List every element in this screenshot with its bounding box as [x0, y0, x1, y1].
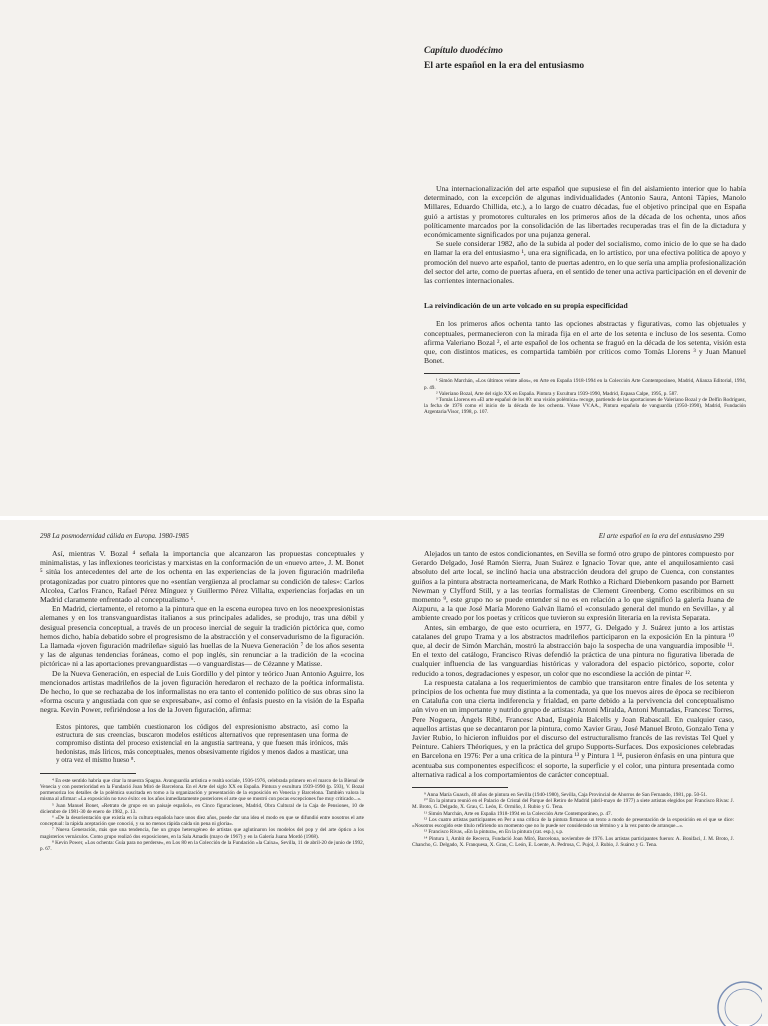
- left-page-body: [40, 549, 364, 852]
- body-paragraph: De la Nueva Generación, en especial de Luis Gordillo y del pintor y teórico Juan Antonio Aguirre, los mencionados artistas madrileños de la joven figuración heredaron el rechazo de la poética informalista. De hecho, lo que se rechazaba de los informalistas no era tanto el contenido político de sus obras sino la «forma oscura y angustiada con que se expresaban», así como el énfasis puesto en la visión de la España negra. Kevin Power, refiriéndose a los de la Joven figuración, afirma:: [40, 668, 364, 715]
- footnote: ⁵ Juan Manuel Bonet, «Retrato de grupo en un paisaje español», en Cinco figuraciones, Madrid, Obra Cultural de la Caja de Pensiones, 10 de diciembre de 1981-30 de enero de 1982, p. 13.: [40, 802, 364, 815]
- section-title: La reivindicación de un arte volcado en su propia especificidad: [424, 301, 628, 311]
- body-paragraph: Antes, sin embargo, de que esto ocurriera, en 1977, G. Delgado y J. Suárez junto a los artistas catalanes del grupo Trama y a los abstractos madrileños participaron en la exposición En la pintura ¹⁰ que, al decir de Simón Marchán, mostró la abstracción bajo la sospecha de una vanguardia imposible ¹¹. En el texto del catálogo, Francisco Rivas defendió la práctica de una pintura no figurativa liberada de cualquier influencia de las vanguardias históricas y valoradora del espacio pictórico, soporte, color reducido a tonos, degradaciones y espesor, un color que no escondiese la acción de pintar ¹².: [412, 622, 734, 678]
- footnote-rule: [40, 773, 136, 774]
- body-paragraph: En Madrid, ciertamente, el retorno a la pintura que en la escena europea tuvo en los neoexpresionistas alemanes y en los transvanguardistas italianos a sus principales adalides, se produjo, tras una débil y desigual presencia conceptual, a través de un proceso inercial de seguir la tradición pictórica que, como hemos dicho, había debatido sobre el progresismo de la abstracción y el conservadurismo de la figuración. La llamada «joven figuración madrileña» siguió las huellas de la Nueva Generación ⁷ de los años sesenta y las de algunas tendencias foráneas, como el pop inglés, sin renunciar a la tradición de la «cocina pictórica» ni a las aportaciones prevanguardistas —o vanguardistas— de Cézanne y Matisse.: [40, 604, 364, 669]
- footnote: ⁷ Nueva Generación, más que una tendencia, fue un grupo heterogéneo de artistas que aglutinaron los modelos del pop y del arte óptico a los magisterios vernáculos. Como grupo realizó dos exposiciones, en la Sala Amadís (mayo de 1967) y en la Galería Juana Mordó (1968).: [40, 827, 364, 840]
- footnote: ⁴ En este sentido habría que citar la muestra Spagna. Avanguardia artistica e realtà sociale, 1936-1976, celebrada primero en el marco de la Bienal de Venecia y con posterioridad en la Fundació Joan Miró de Barcelona. En el Arte del siglo XX en España. Pintura y escultura 1939-1990 (p. 593), V. Bozal pormenoriza los detalles de la polémica suscitada en torno a la organización y presentación de la exposición en Venecia y Barcelona. También valora la misma al afirmar: «La exposición no tuvo éxito: en los años inmediatamente posteriores el arte que se mostró con pocas excepciones fue muy criticado...».: [40, 777, 364, 803]
- footnote: ¹¹ Simón Marchán, Arte en España 1918-1994 en la Colección Arte Contemporáneo, p. 47.: [424, 810, 612, 817]
- footnote: ⁹ Anna María Guasch, 40 años de pintura en Sevilla (1940-1980), Sevilla, Caja Provincial de Ahorros de San Fernando, 1981, pp. 50-51.: [424, 792, 708, 799]
- footnote: ² Valeriano Bozal, Arte del siglo XX en España. Pintura y Escultura 1939-1990, Madrid, Espasa Calpe, 1995, p. 587.: [436, 390, 679, 397]
- footnote-rule: [424, 373, 520, 374]
- intro-paragraph: Una internacionalización del arte español que supusiese el fin del aislamiento interior que lo había determinado, con la excepción de algunas individualidades (Antonio Saura, Antoni Tàpies, Manolo Millares, Eduardo Chillida, etc.), a lo largo de cuatro décadas, fue el objetivo principal que en España guió a artistas y promotores culturales en los primeros años de la década de los ochenta, unos años políticamente marcados por la consolidación de las libertades recuperadas tras el fin de la dictadura y económicamente significados por una pujanza general.: [424, 184, 746, 240]
- right-page-body: [412, 549, 734, 848]
- footnote: ¹ Simón Marchán, «Los últimos veinte años», en Arte en España 1918-1994 en la Colección Arte Contemporáneo, Madrid, Alianza Editorial, 1994, p. 49.: [424, 378, 746, 391]
- chapter-number: Capítulo duodécimo: [424, 46, 503, 56]
- intro-paragraph: Se suele considerar 1982, año de la subida al poder del socialismo, como inicio de lo que se ha dado en llamar la era del entusiasmo ¹, una era significada, en lo artístico, por una efectiva política de apoyo y promoción del nuevo arte español, tanto de puertas adentro, en lo que sería una amplia profesionalización del sector del arte, como de puertas afuera, en el sentido de tener una activa participación en el devenir de las corrientes internacionales.: [424, 239, 746, 286]
- right-running-head: El arte español en la era del entusiasmo 299: [598, 532, 724, 540]
- footnote-rule: [412, 787, 508, 788]
- footnote: ¹⁰ En la pintura reunió en el Palacio de Cristal del Parque del Retiro de Madrid (abril-mayo de 1977) a siete artistas elegidos por Francisco Rivas: J. M. Broto, G. Delgado, X. Grau, C. León, E. Ormiño, J. Rubio y G. Tena.: [412, 798, 734, 811]
- library-stamp-icon: [714, 978, 762, 1026]
- chapter-title: El arte español en la era del entusiasmo: [424, 61, 585, 71]
- body-paragraph: Alejados un tanto de estos condicionantes, en Sevilla se formó otro grupo de pintores compuesto por Gerardo Delgado, José Ramón Sierra, Juan Suárez e Ignacio Tovar que, ante el anquilosamiento casi absoluto del arte local, se inclinó hacia una abstracción deudora del grupo de Cuenca, con constantes guiños a la pintura abstracta norteamericana, de Mark Rothko a Richard Diebenkorn pasando por Barnett Newman y Clyfford Still, y a las teorías formalistas de Clement Greenberg. Como escribimos en su momento ⁹, este grupo no se puede entender si no es en relación a lo que significó la galería Juana de Aizpuru, a la que José María Moreno Galván llamó el «consulado general del mundo en Sevilla», y al ambiente creado por los poetas y críticos que tuvieron su expresión literaria en la revista Separata.: [412, 549, 734, 623]
- section-paragraph: En los primeros años ochenta tanto las opciones abstractas y figurativas, como las objetuales y conceptuales, permanecieron con la mirada fija en el arte de los setenta e incluso de los sesenta. Como afirma Valeriano Bozal ², el arte español de los ochenta se fraguó en la década de los setenta, visión esta que, con distintos matices, es compartida también por críticos como Tomàs Llorens ³ y Juan Manuel Bonet.: [424, 319, 746, 366]
- footnote: ⁶ «De la desorientación que existía en la cultura española hace unos diez años, puede dar una idea el modo en que se difundió entre nosotros el arte conceptual: la rápida aceptación que conoció, y su no menos rápida caída sin pena ni gloria».: [40, 814, 364, 828]
- body-paragraph: Así, mientras V. Bozal ⁴ señala la importancia que alcanzaron las propuestas conceptuales y minimalistas, y las inflexiones teoricistas y marxistas en la conformación de un «nuevo arte», J. M. Bonet ⁵ sitúa los antecedentes del arte de los ochenta en las experiencias de la joven figuración madrileña protagonizadas por cuatro pintores que no «sentían vergüenza al proclamar su condición de tales»: Carlos Alcolea, Carlos Franco, Rafael Pérez Mínguez y Guillermo Pérez Villalta, experiencias forjadas en un Madrid claramente enfrentado al conceptualismo ⁶.: [40, 549, 364, 605]
- body-paragraph: La respuesta catalana a los requerimientos de cambio que transitaron entre finales de los setenta y principios de los ochenta fue muy distinta a la comentada, ya que los nuevos aires de época se recibieron en Cataluña con una cierta indiferencia y frialdad, en parte debido a la pervivencia del conceptualismo aún vivo en un importante y nutrido grupo de artistas: Antoni Miralda, Antoni Muntadas, Francesc Torres, Pere Noguera, Àngels Ribé, Francesc Abad, Eugènia Balcells y Joan Rabascall. En cualquier caso, aquellos artistas que se decantaron por la pintura, como Xavier Grau, José Manuel Broto, Gonzalo Tena y Javier Rubio, lo hicieron influidos por el discurso del estructuralismo francés de las revistas Tel Quel y Peinture. Cahiers Théoriques, y en la práctica del grupo Supports-Surfaces. Dos exposiciones celebradas en Barcelona en 1976: Per a una crítica de la pintura ¹³ y Pintura 1 ¹⁴, pusieron énfasis en una pintura que acentuaba sus componentes específicos: el soporte, la superficie y el color, una pintura presentada como alternativa radical a los comportamientos de carácter conceptual.: [412, 677, 735, 779]
- footnote: ¹³ Francisco Rivas, «En la pintura», en En la pintura (cat. esp.), s.p.: [424, 829, 564, 836]
- left-running-head: 298 La posmodernidad cálida en Europa. 1980-1985: [40, 532, 189, 540]
- footnote: ³ Tomàs Llorens en «El arte español de los 80: una visión polémica» recoge, partiendo de las aportaciones de Valeriano Bozal y de Delfín Rodríguez, la fecha de 1976 como el inicio de la década de los ochenta. Véase VV.AA., Pintura española de vanguardia (1950-1990), Madrid, Fundación Argentaria/Visor, 1998, p. 107.: [424, 397, 746, 416]
- footnote: ⁸ Kevin Power, «Los ochenta: Guía para no perderse», en Los 80 en la Colección de la Fundación «la Caixa», Sevilla, 11 de abril-20 de junio de 1992, p. 67.: [40, 839, 364, 852]
- top-body: [424, 184, 746, 416]
- footnote: ¹⁴ Pintura 1, Ambit de Recerca, Fundació Joan Miró, Barcelona, noviembre de 1976. Los artistas participantes fueron: A. Bonifaci, J. M. Broto, J. Chancho, G. Delgado, X. Franquesa, X. Grau, C. León, E. Loente, A. Pedrosa, C. Pujol, J. Rubio, J. Suárez y G. Tena.: [412, 835, 734, 848]
- footnote: ¹² Los cuatro artistas participantes en Per a una crítica de la pintura firmaron un texto a modo de presentación de la exposición en el que se dice: «Nosotros escogido este título refiriendo un momento que no lo puede ser considerado un término y a la vez punto de arranque...».: [412, 816, 734, 830]
- block-quote: Estos pintores, que también cuestionaron los códigos del expresionismo abstracto, así como la estructura de sus creencias, buscaron modelos estéticos alternativos que representasen una forma de compromiso distinta del proceso existencial en la angustia sartreana, y que fuesen más irónicos, más hedonistas, más líricos, más conceptuales, menos obsesivamente rígidos y menos dados a masticar, una y otra vez el mismo hueso ⁸.: [56, 722, 348, 765]
